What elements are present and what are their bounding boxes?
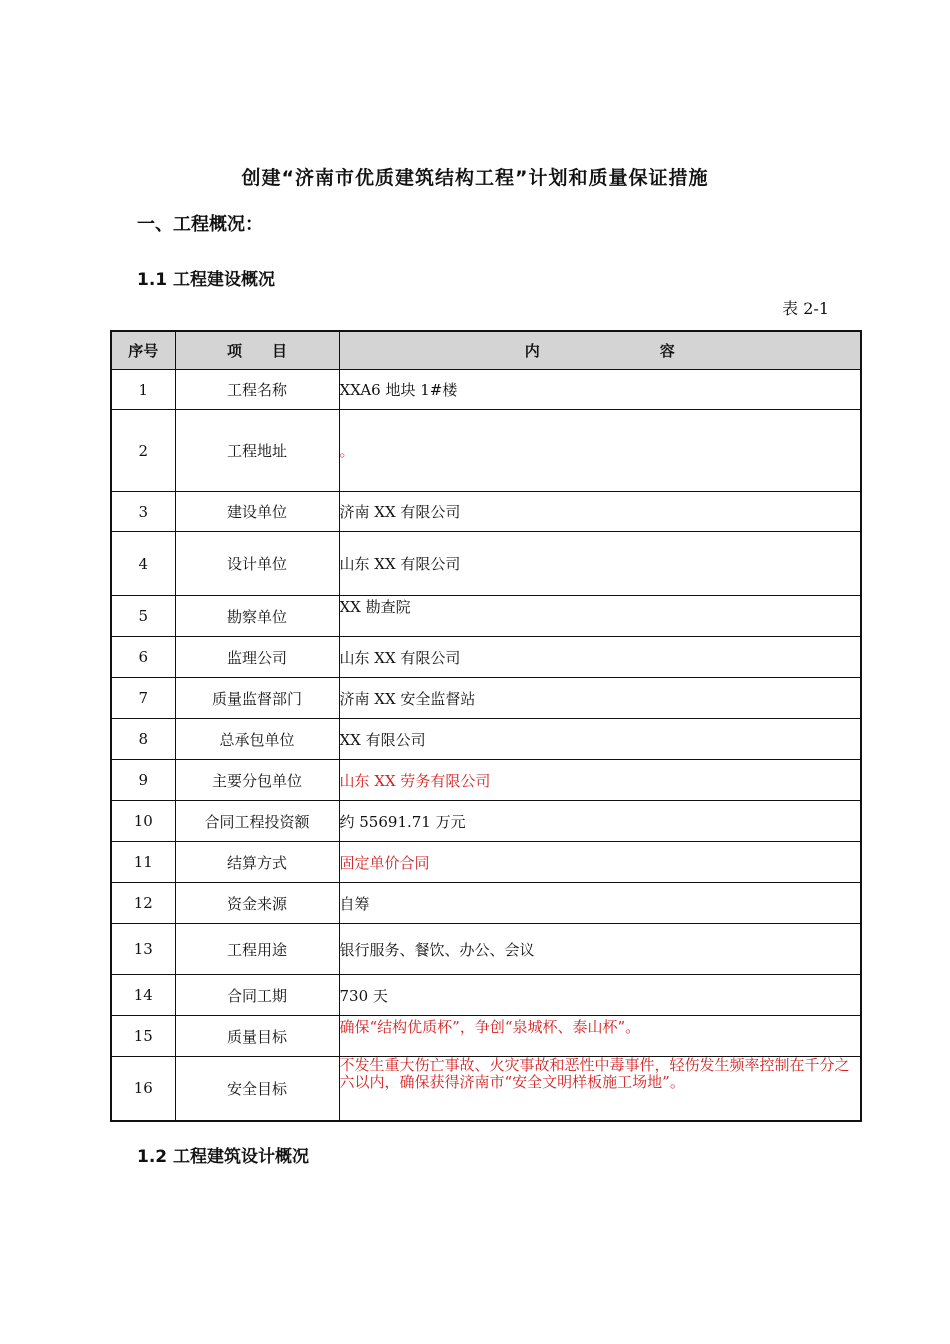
row-value: 山东 XX 有限公司 (339, 532, 861, 596)
row-number: 9 (111, 760, 175, 801)
subsection-heading: 1.1 工程建设概况 (137, 270, 276, 290)
row-number: 5 (111, 596, 175, 637)
row-number: 12 (111, 883, 175, 924)
row-value: 确保“结构优质杯”，争创“泉城杯、泰山杯”。 (339, 1016, 861, 1057)
table-row (111, 370, 861, 410)
table-row (111, 678, 861, 719)
row-value: 不发生重大伤亡事故、火灾事故和恶性中毒事件，轻伤发生频率控制在千分之六以内，确保获得济南市“安全文明样板施工场地”。 (339, 1057, 861, 1121)
row-value: 济南 XX 有限公司 (339, 492, 861, 532)
row-item: 建设单位 (175, 492, 339, 532)
row-value: 约 55691.71 万元 (339, 801, 861, 842)
row-item: 资金来源 (175, 883, 339, 924)
table-row (111, 801, 861, 842)
row-value: 730 天 (339, 975, 861, 1016)
row-value: 济南 XX 安全监督站 (339, 678, 861, 719)
table-label: 表 2-1 (782, 299, 829, 318)
header-item: 项 目 (175, 331, 339, 370)
section-heading: 一、工程概况： (137, 214, 263, 235)
row-item: 监理公司 (175, 637, 339, 678)
row-number: 2 (111, 410, 175, 492)
document-title: 创建“济南市优质建筑结构工程”计划和质量保证措施 (241, 167, 709, 189)
row-number: 11 (111, 842, 175, 883)
row-item: 工程用途 (175, 924, 339, 975)
row-value: XX 有限公司 (339, 719, 861, 760)
subsection-heading: 1.2 工程建筑设计概况 (137, 1147, 310, 1167)
row-item: 设计单位 (175, 532, 339, 596)
table-row (111, 975, 861, 1016)
row-item: 结算方式 (175, 842, 339, 883)
row-item: 合同工期 (175, 975, 339, 1016)
row-value: 山东 XX 劳务有限公司 (339, 760, 861, 801)
row-item: 勘察单位 (175, 596, 339, 637)
table-header-row (111, 331, 861, 370)
row-number: 6 (111, 637, 175, 678)
row-number: 7 (111, 678, 175, 719)
row-number: 14 (111, 975, 175, 1016)
row-value: XXA6 地块 1#楼 (339, 370, 861, 410)
row-number: 8 (111, 719, 175, 760)
project-overview-table (110, 330, 862, 1122)
table-row (111, 532, 861, 596)
row-item: 质量目标 (175, 1016, 339, 1057)
row-number: 16 (111, 1057, 175, 1121)
row-item: 合同工程投资额 (175, 801, 339, 842)
row-value: 山东 XX 有限公司 (339, 637, 861, 678)
row-number: 1 (111, 370, 175, 410)
row-number: 10 (111, 801, 175, 842)
row-number: 15 (111, 1016, 175, 1057)
table-row (111, 637, 861, 678)
table-row (111, 596, 861, 637)
row-item: 工程地址 (175, 410, 339, 492)
table-row (111, 410, 861, 492)
row-value: 固定单价合同 (339, 842, 861, 883)
row-value: 银行服务、餐饮、办公、会议 (339, 924, 861, 975)
row-number: 13 (111, 924, 175, 975)
row-value: 。 (339, 410, 861, 492)
row-item: 工程名称 (175, 370, 339, 410)
row-item: 总承包单位 (175, 719, 339, 760)
row-value: 自筹 (339, 883, 861, 924)
table-row (111, 1057, 861, 1121)
header-number: 序号 (111, 331, 175, 370)
row-item: 质量监督部门 (175, 678, 339, 719)
table-row (111, 883, 861, 924)
row-item: 主要分包单位 (175, 760, 339, 801)
table-row (111, 719, 861, 760)
row-number: 4 (111, 532, 175, 596)
table-row (111, 842, 861, 883)
row-value: XX 勘查院 (339, 596, 861, 637)
table-row (111, 924, 861, 975)
row-number: 3 (111, 492, 175, 532)
table-row (111, 760, 861, 801)
table-row (111, 1016, 861, 1057)
header-content: 内 容 (339, 331, 861, 370)
table-row (111, 492, 861, 532)
row-item: 安全目标 (175, 1057, 339, 1121)
